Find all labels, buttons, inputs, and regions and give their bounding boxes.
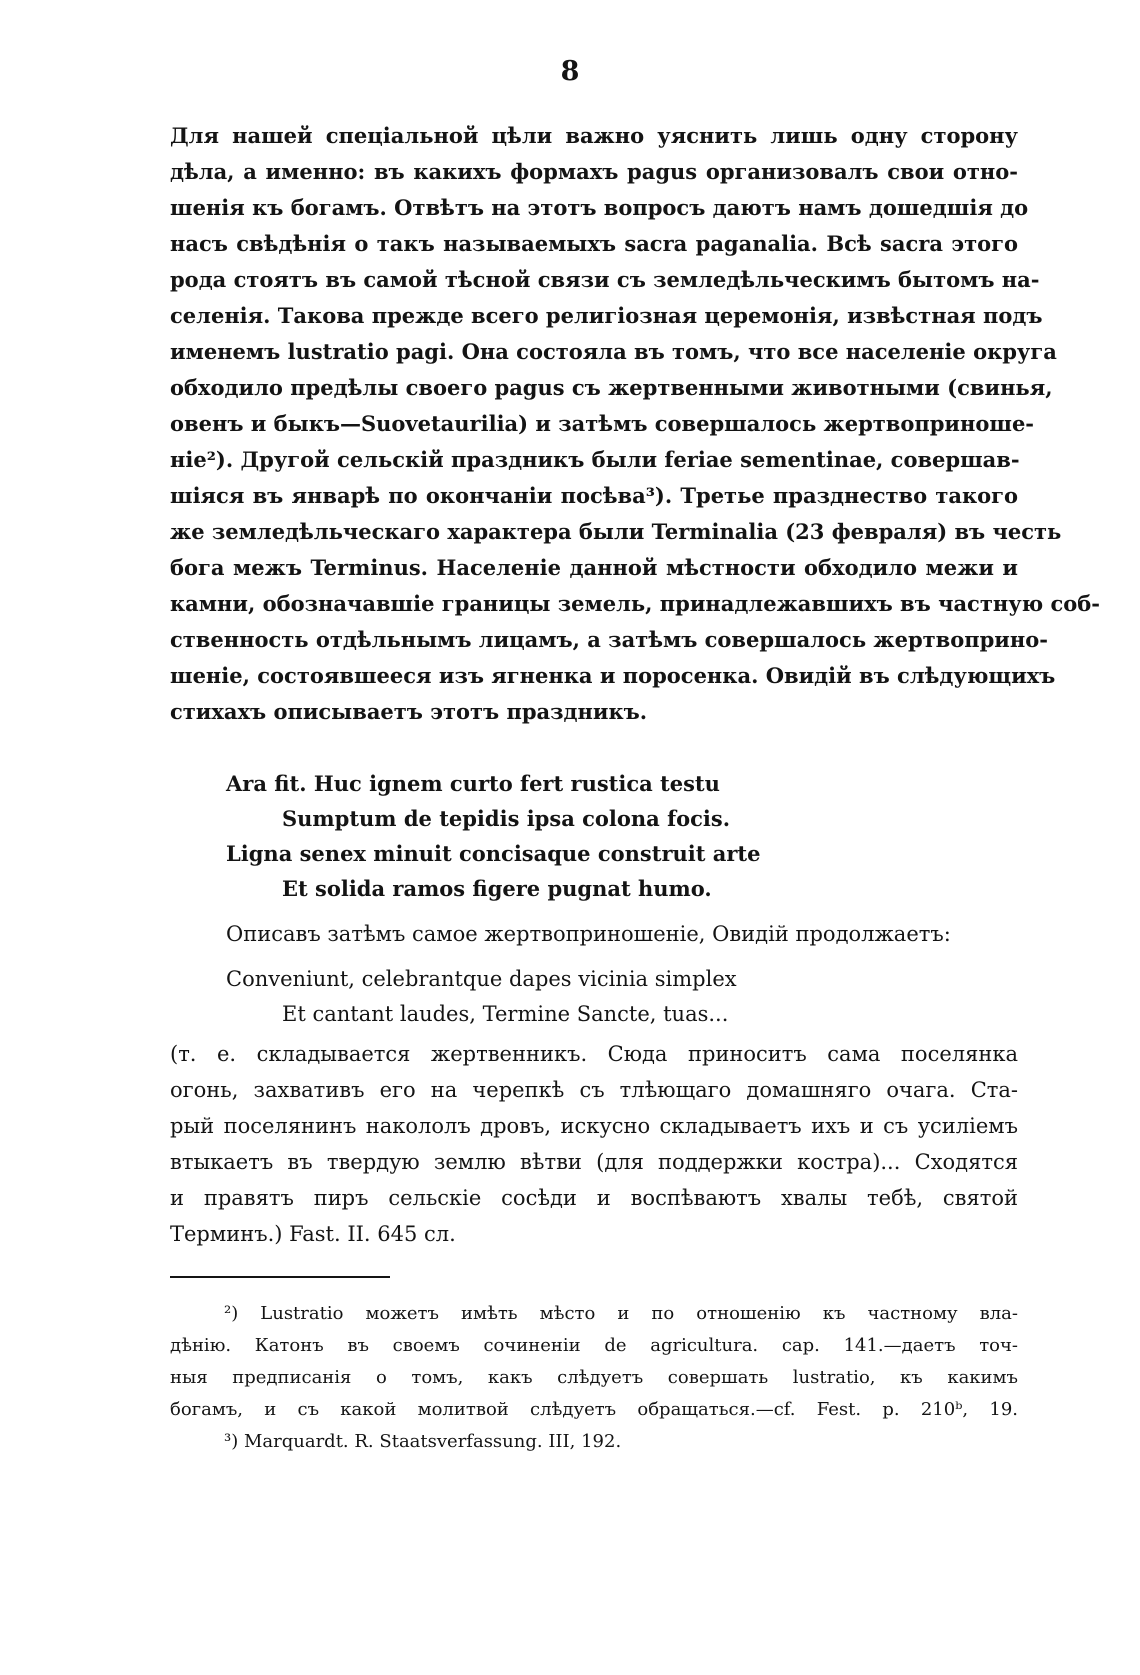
text-line: ніе²). Другой сельскій праздникъ были feriae sementinae, совершав- — [170, 447, 1020, 472]
verse-quote-2 — [226, 962, 737, 1032]
text-line: (т. е. складывается жертвенникъ. Сюда приноситъ сама поселянка — [170, 1042, 1018, 1066]
text-line: дѣла, а именно: въ какихъ формахъ pagus организовалъ свои отно- — [170, 159, 1018, 184]
verse-line: Et solida ramos figere pugnat humo. — [282, 876, 712, 901]
text-line: Для нашей спеціальной цѣли важно уяснить лишь одну сторону — [170, 123, 1018, 148]
text-line: обходило предѣлы своего pagus съ жертвенными животными (свинья, — [170, 375, 1053, 400]
text-line: бога межъ Terminus. Населеніе данной мѣстности обходило межи и — [170, 555, 1018, 580]
text-line: и правятъ пиръ сельскіе сосѣди и воспѣваютъ хвалы тебѣ, святой — [170, 1186, 1018, 1210]
verse-line: Conveniunt, celebrantque dapes vicinia simplex — [226, 967, 737, 991]
paragraph-2 — [170, 1036, 1018, 1252]
text-line: рода стоятъ въ самой тѣсной связи съ земледѣльческимъ бытомъ на- — [170, 267, 1040, 292]
verse-introduction: Описавъ затѣмъ самое жертвоприношеніе, Овидій продолжаетъ: — [226, 922, 951, 946]
verse-line: Ligna senex minuit concisaque construit arte — [226, 841, 761, 866]
verse-line: Ara fit. Huc ignem curto fert rustica testu — [226, 771, 720, 796]
paragraph-1 — [170, 118, 1101, 730]
text-line: шенія къ богамъ. Отвѣтъ на этотъ вопросъ даютъ намъ дошедшія до — [170, 195, 1029, 220]
page-number: 8 — [560, 56, 580, 87]
text-line: огонь, захвативъ его на черепкѣ съ тлѣющаго домашняго очага. Ста- — [170, 1078, 1018, 1102]
text-line: же земледѣльческаго характера были Terminalia (23 февраля) въ честь — [170, 519, 1062, 544]
text-line: Терминъ.) Fast. II. 645 сл. — [170, 1222, 456, 1246]
text-line: селенія. Такова прежде всего религіозная церемонія, извѣстная подъ — [170, 303, 1043, 328]
text-line: ственность отдѣльнымъ лицамъ, а затѣмъ совершалось жертвоприно- — [170, 627, 1048, 652]
footnotes — [170, 1298, 1018, 1458]
verse-quote-1 — [226, 766, 761, 906]
verse-line: Et cantant laudes, Termine Sancte, tuas... — [282, 1002, 729, 1026]
text-line: стихахъ описываетъ этотъ праздникъ. — [170, 699, 648, 724]
text-line: насъ свѣдѣнія о такъ называемыхъ sacra paganalia. Всѣ sacra этого — [170, 231, 1018, 256]
text-line: втыкаетъ въ твердую землю вѣтви (для поддержки костра)... Сходятся — [170, 1150, 1018, 1174]
footnote-divider — [170, 1276, 390, 1278]
text-line: камни, обозначавшіе границы земель, принадлежавшихъ въ частную соб- — [170, 591, 1101, 616]
footnote-line: ныя предписанія о томъ, какъ слѣдуетъ совершать lustratio, къ какимъ — [170, 1367, 1018, 1388]
text-line: шіяся въ январѣ по окончаніи посѣва³). Третье празднество такого — [170, 483, 1018, 508]
text-line: рый поселянинъ накололъ дровъ, искусно складываетъ ихъ и съ усиліемъ — [170, 1114, 1018, 1138]
footnote-line: ³) Marquardt. R. Staatsverfassung. III, 192. — [224, 1431, 622, 1452]
footnote-line: богамъ, и съ какой молитвой слѣдуетъ обращаться.—cf. Fest. p. 210ᵇ, 19. — [170, 1399, 1018, 1420]
verse-line: Sumptum de tepidis ipsa colona focis. — [282, 806, 731, 831]
text-line: овенъ и быкъ—Suovetaurilia) и затѣмъ совершалось жертвоприноше- — [170, 411, 1035, 436]
text-line: шеніе, состоявшееся изъ ягненка и поросенка. Овидій въ слѣдующихъ — [170, 663, 1056, 688]
text-line: именемъ lustratio pagi. Она состояла въ томъ, что все населеніе округа — [170, 339, 1057, 364]
footnote-line: дѣнію. Катонъ въ своемъ сочиненіи de agricultura. cap. 141.—даетъ точ- — [170, 1335, 1018, 1356]
footnote-line: ²) Lustratio можетъ имѣть мѣсто и по отношенію къ частному вла- — [224, 1303, 1018, 1324]
